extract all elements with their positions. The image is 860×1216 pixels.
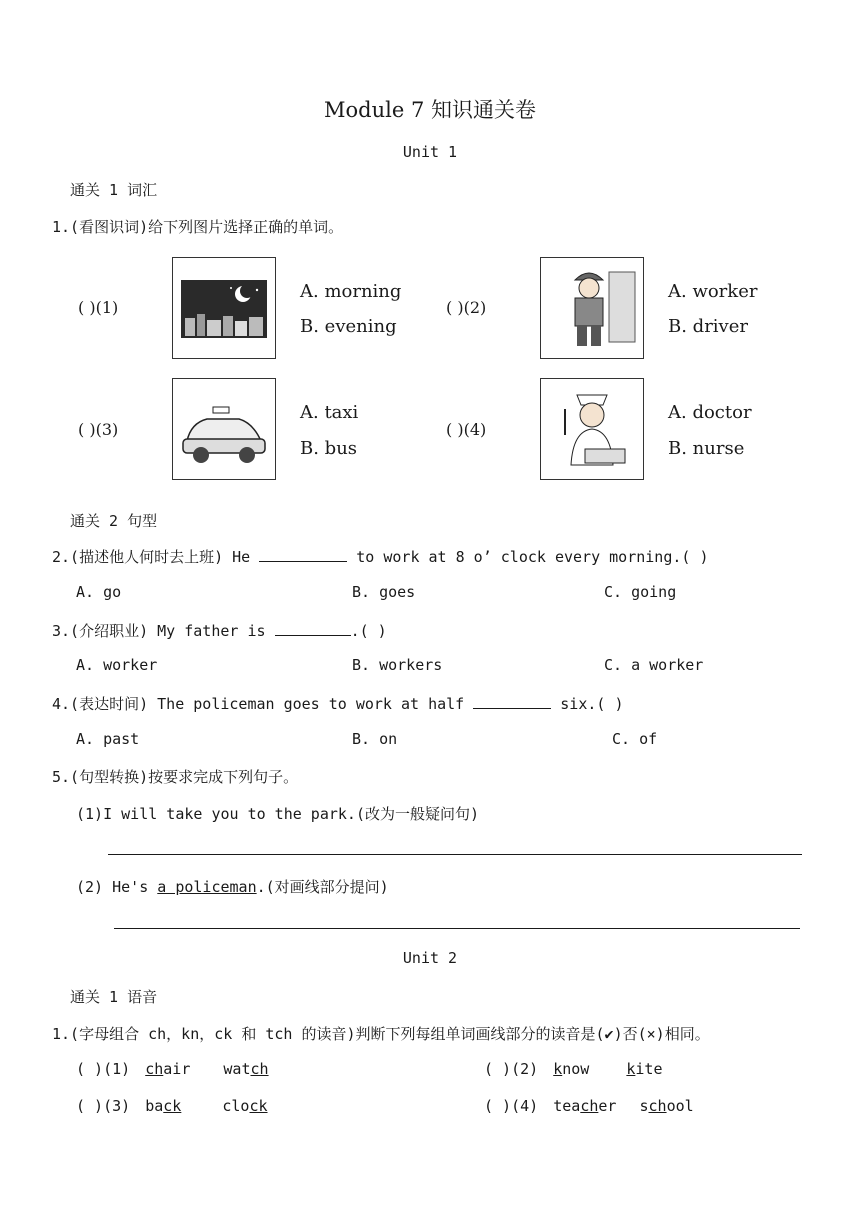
option-4b: B. nurse xyxy=(668,438,745,459)
option-2b: B. driver xyxy=(668,316,748,337)
option-1b: B. evening xyxy=(300,316,397,337)
q4-option-a: A. past xyxy=(76,730,140,748)
q4-pre: 4.(表达时间) The policeman goes to work at half xyxy=(52,695,474,713)
phonics-paren-4[interactable]: ( )(4) xyxy=(484,1097,539,1115)
taxi-icon xyxy=(172,378,276,480)
question-2 xyxy=(52,546,708,567)
answer-paren-2[interactable]: ( )(2) xyxy=(446,298,487,317)
phonics-paren-2[interactable]: ( )(2) xyxy=(484,1060,539,1078)
q5-sub2-post: .(对画线部分提问) xyxy=(256,878,389,896)
answer-paren-1[interactable]: ( )(1) xyxy=(78,298,119,317)
q3-blank[interactable] xyxy=(275,621,351,636)
unit2-heading: Unit 2 xyxy=(402,949,458,967)
option-2a: A. worker xyxy=(668,281,758,302)
q2-option-c: C. going xyxy=(604,583,677,601)
q5-answer-line-1[interactable] xyxy=(108,854,802,855)
question-5-stem: 5.(句型转换)按要求完成下列句子。 xyxy=(52,768,299,786)
night-city-icon xyxy=(172,257,276,359)
q3-option-c: C. a worker xyxy=(604,656,704,674)
q4-blank[interactable] xyxy=(473,694,551,709)
q3-post: .( ) xyxy=(350,622,387,640)
q5-sub2-pre: (2) He's xyxy=(76,878,158,896)
q2-pre: 2.(描述他人何时去上班) He xyxy=(52,548,260,566)
unit2-question-1-stem: 1.(字母组合 ch，kn，ck 和 tch 的读音)判断下列每组单词画线部分的读音是(✔)否(×)相同。 xyxy=(52,1025,710,1043)
answer-paren-4[interactable]: ( )(4) xyxy=(446,420,487,439)
phonics-paren-3[interactable]: ( )(3) xyxy=(76,1097,131,1115)
option-1a: A. morning xyxy=(300,281,402,302)
phonics-row-2: ( )(2) know kite xyxy=(484,1060,663,1078)
q5-answer-line-2[interactable] xyxy=(114,928,800,929)
q3-pre: 3.(介绍职业) My father is xyxy=(52,622,275,640)
section-title-sentence: 通关 2 句型 xyxy=(70,512,158,530)
q4-post: six.( ) xyxy=(551,695,624,713)
nurse-icon xyxy=(540,378,644,480)
page-title: Module 7 知识通关卷 xyxy=(324,98,536,122)
section-title-vocab: 通关 1 词汇 xyxy=(70,181,158,199)
q5-sub2 xyxy=(76,876,389,897)
q5-sub1: (1)I will take you to the park.(改为一般疑问句) xyxy=(76,805,480,823)
q2-blank[interactable] xyxy=(259,547,347,562)
q4-option-b: B. on xyxy=(352,730,398,748)
unit1-heading: Unit 1 xyxy=(402,143,458,161)
q5-sub2-underlined: a policeman xyxy=(157,878,257,896)
q2-post: to work at 8 o’ clock every morning.( ) xyxy=(347,548,709,566)
option-3b: B. bus xyxy=(300,438,358,459)
phonics-row-1: ( )(1) chair watch xyxy=(76,1060,269,1078)
question-4 xyxy=(52,693,623,714)
q2-option-a: A. go xyxy=(76,583,122,601)
q4-option-c: C. of xyxy=(612,730,658,748)
question-1-stem: 1.(看图识词)给下列图片选择正确的单词。 xyxy=(52,218,344,236)
q3-option-a: A. worker xyxy=(76,656,158,674)
phonics-row-3: ( )(3) back clock xyxy=(76,1097,268,1115)
worker-icon xyxy=(540,257,644,359)
section-title-phonics: 通关 1 语音 xyxy=(70,988,158,1006)
option-3a: A. taxi xyxy=(300,402,359,423)
question-3 xyxy=(52,620,387,641)
phonics-row-4: ( )(4) teacher school xyxy=(484,1097,694,1115)
q3-option-b: B. workers xyxy=(352,656,443,674)
q2-option-b: B. goes xyxy=(352,583,416,601)
option-4a: A. doctor xyxy=(668,402,752,423)
phonics-paren-1[interactable]: ( )(1) xyxy=(76,1060,131,1078)
answer-paren-3[interactable]: ( )(3) xyxy=(78,420,119,439)
